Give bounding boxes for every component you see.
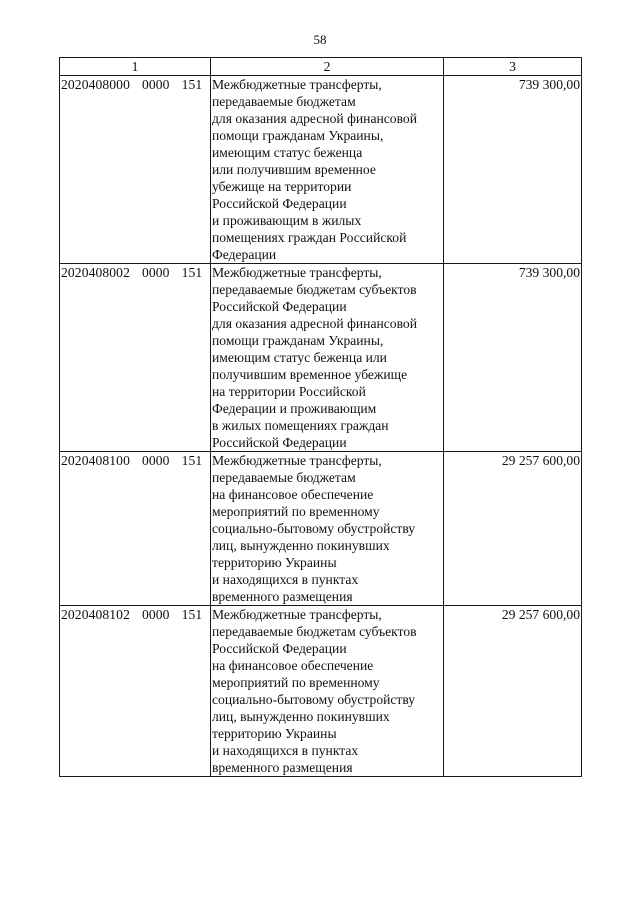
table-row (60, 76, 582, 264)
code-main: 2020408000 (61, 77, 130, 92)
description-line: имеющим статус беженца (212, 145, 363, 160)
description-cell (211, 76, 444, 264)
description-line: и проживающим в жилых (212, 213, 362, 228)
description-line: передаваемые бюджетам субъектов (212, 624, 417, 639)
description-cell (211, 452, 444, 606)
description-line: и находящихся в пунктах (212, 572, 359, 587)
code-kosgu: 151 (181, 77, 203, 92)
budget-transfers-table (59, 57, 582, 777)
description-line: передаваемые бюджетам (212, 94, 356, 109)
table-header-row (60, 58, 582, 76)
amount-cell: 739 300,00 (444, 76, 582, 264)
description-line: на финансовое обеспечение (212, 487, 374, 502)
description-line: или получившим временное (212, 162, 376, 177)
description-line: Межбюджетные трансферты, (212, 607, 382, 622)
code-sub: 0000 (141, 265, 170, 280)
description-line: помещениях граждан Российской (212, 230, 407, 245)
description-line: Межбюджетные трансферты, (212, 453, 382, 468)
description-line: помощи гражданам Украины, (212, 128, 384, 143)
code-main: 2020408002 (61, 265, 130, 280)
table-row (60, 452, 582, 606)
budget-code-cell (60, 264, 211, 452)
column-header-1: 1 (60, 58, 211, 76)
budget-code-cell (60, 452, 211, 606)
code-sub: 0000 (141, 453, 170, 468)
page-number: 58 (313, 32, 327, 47)
table-row (60, 606, 582, 777)
description-line: для оказания адресной финансовой (212, 316, 417, 331)
description-line: лиц, вынужденно покинувших (212, 709, 390, 724)
description-line: Российской Федерации (212, 196, 347, 211)
amount-cell: 29 257 600,00 (444, 606, 582, 777)
description-line: имеющим статус беженца или (212, 350, 387, 365)
code-main: 2020408102 (61, 607, 130, 622)
description-line: для оказания адресной финансовой (212, 111, 417, 126)
description-line: получившим временное убежище (212, 367, 408, 382)
description-line: Российской Федерации (212, 299, 347, 314)
description-line: на финансовое обеспечение (212, 658, 374, 673)
description-line: Российской Федерации (212, 641, 347, 656)
description-line: передаваемые бюджетам субъектов (212, 282, 417, 297)
table-row (60, 264, 582, 452)
code-kosgu: 151 (181, 607, 203, 622)
description-line: временного размещения (212, 589, 353, 604)
description-line: территорию Украины (212, 726, 337, 741)
description-line: Федерации и проживающим (212, 401, 377, 416)
description-line: убежище на территории (212, 179, 352, 194)
description-line: мероприятий по временному (212, 675, 380, 690)
description-line: Российской Федерации (212, 435, 347, 450)
code-sub: 0000 (141, 77, 170, 92)
description-line: передаваемые бюджетам (212, 470, 356, 485)
amount-cell: 29 257 600,00 (444, 452, 582, 606)
description-cell (211, 264, 444, 452)
description-line: в жилых помещениях граждан (212, 418, 389, 433)
description-line: на территории Российской (212, 384, 366, 399)
description-line: территорию Украины (212, 555, 337, 570)
description-line: и находящихся в пунктах (212, 743, 359, 758)
description-line: помощи гражданам Украины, (212, 333, 384, 348)
column-header-2: 2 (211, 58, 444, 76)
description-line: социально-бытовому обустройству (212, 521, 416, 536)
description-line: Федерации (212, 247, 277, 262)
description-line: мероприятий по временному (212, 504, 380, 519)
description-cell (211, 606, 444, 777)
code-sub: 0000 (141, 607, 170, 622)
description-line: социально-бытовому обустройству (212, 692, 416, 707)
code-kosgu: 151 (181, 265, 203, 280)
description-line: Межбюджетные трансферты, (212, 265, 382, 280)
table-body (60, 76, 582, 777)
code-main: 2020408100 (61, 453, 130, 468)
budget-code-cell (60, 606, 211, 777)
description-line: Межбюджетные трансферты, (212, 77, 382, 92)
budget-code-cell (60, 76, 211, 264)
amount-cell: 739 300,00 (444, 264, 582, 452)
description-line: лиц, вынужденно покинувших (212, 538, 390, 553)
code-kosgu: 151 (181, 453, 203, 468)
column-header-3: 3 (444, 58, 582, 76)
description-line: временного размещения (212, 760, 353, 775)
